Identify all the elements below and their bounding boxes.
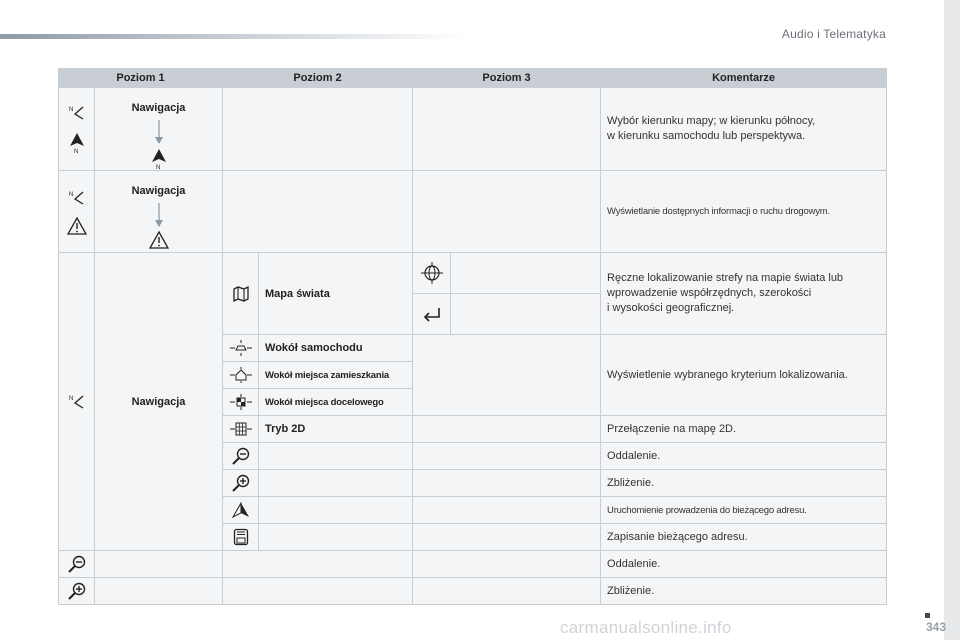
navigation-north-icon[interactable]: [68, 104, 86, 122]
comment-cell: Wyświetlenie wybranego kryterium lokalizowania.: [601, 335, 887, 416]
icon-cell: [59, 171, 95, 253]
header-accent-bar: [0, 34, 470, 39]
icon-cell: [223, 389, 259, 416]
world-map-label: Mapa świata: [259, 253, 413, 335]
menu-table: [58, 68, 887, 605]
orientation-north-icon: [151, 148, 167, 170]
page-edge-strip: [944, 0, 960, 640]
level1-cell: [95, 551, 223, 578]
navigation-north-icon[interactable]: [68, 393, 86, 411]
page-marker: [925, 613, 930, 618]
comment-cell: Wyświetlanie dostępnych informacji o ruchu drogowym.: [601, 171, 887, 253]
comment-cell: Przełączenie na mapę 2D.: [601, 416, 887, 443]
level3-cell: [413, 497, 601, 524]
crosshair-destination-icon[interactable]: [230, 394, 252, 410]
header-level3: Poziom 3: [413, 69, 601, 88]
table-row: [59, 551, 887, 578]
table-header-row: [59, 69, 887, 88]
svg-text:N: N: [68, 107, 73, 113]
icon-cell: [223, 362, 259, 389]
icon-cell: [223, 253, 259, 335]
zoom-out-icon[interactable]: [231, 447, 251, 465]
level3-cell: [413, 335, 601, 416]
table-row: [59, 88, 887, 171]
comment-cell: Oddalenie.: [601, 551, 887, 578]
level3-cell: [413, 524, 601, 551]
traffic-warning-icon: [149, 231, 169, 249]
icon-cell: [59, 551, 95, 578]
save-icon[interactable]: [233, 528, 249, 546]
comment-cell: Zapisanie bieżącego adresu.: [601, 524, 887, 551]
level1-label: Nawigacja: [131, 395, 186, 408]
svg-text:N: N: [155, 165, 160, 170]
header-level2: Poziom 2: [223, 69, 413, 88]
level1-cell: [95, 253, 223, 551]
around-car-label: Wokół samochodu: [259, 335, 413, 362]
start-guidance-icon[interactable]: [232, 502, 250, 518]
level3-cell: [413, 88, 601, 171]
crosshair-home-icon[interactable]: [230, 367, 252, 383]
comment-cell: Wybór kierunku mapy; w kierunku północy, w kierunku samochodu lub perspektywa.: [601, 88, 887, 171]
icon-cell: [413, 294, 451, 335]
icon-cell: [413, 253, 451, 294]
svg-text:N: N: [68, 395, 73, 402]
svg-text:N: N: [73, 149, 78, 154]
navigation-north-icon[interactable]: [68, 189, 86, 207]
orientation-north-icon[interactable]: [68, 132, 86, 154]
level3-label-cell: [451, 294, 601, 335]
icon-cell: [223, 497, 259, 524]
world-map-icon[interactable]: [232, 285, 250, 303]
level1-label: Nawigacja: [131, 102, 186, 114]
level2-cell: [223, 551, 413, 578]
level2-cell: [223, 88, 413, 171]
level3-label-cell: [451, 253, 601, 294]
icon-cell: [223, 443, 259, 470]
header-comments: Komentarze: [601, 69, 887, 88]
table-row: [59, 253, 887, 294]
level2-label-cell: [259, 443, 413, 470]
icon-cell: [223, 416, 259, 443]
level1-cell: [95, 578, 223, 605]
level3-cell: [413, 416, 601, 443]
globe-coordinates-icon[interactable]: [421, 262, 443, 284]
level1-label: Nawigacja: [131, 185, 186, 197]
zoom-in-icon[interactable]: [231, 474, 251, 492]
comment-cell: Zbliżenie.: [601, 470, 887, 497]
level2-cell: [223, 578, 413, 605]
level2-label-cell: [259, 497, 413, 524]
arrow-down-icon: [154, 203, 164, 229]
level3-cell: [413, 171, 601, 253]
header-level1: Poziom 1: [59, 69, 223, 88]
level1-cell: [95, 171, 223, 253]
level3-cell: [413, 470, 601, 497]
level3-cell: [413, 551, 601, 578]
mode-2d-label: Tryb 2D: [259, 416, 413, 443]
level2-label-cell: [259, 470, 413, 497]
table-row: [59, 171, 887, 253]
map-2d-icon[interactable]: [230, 421, 252, 437]
level3-cell: [413, 443, 601, 470]
section-title: Audio i Telematyka: [781, 27, 886, 41]
comment-cell: Zbliżenie.: [601, 578, 887, 605]
zoom-in-icon[interactable]: [67, 582, 87, 600]
watermark-text: carmanualsonline.info: [560, 618, 732, 637]
icon-cell: [59, 578, 95, 605]
comment-cell: Oddalenie.: [601, 443, 887, 470]
icon-cell: [223, 335, 259, 362]
enter-return-icon[interactable]: [422, 306, 442, 322]
around-home-label: Wokół miejsca zamieszkania: [259, 362, 413, 389]
icon-cell: [59, 88, 95, 171]
table-row: [59, 578, 887, 605]
svg-text:N: N: [68, 191, 73, 198]
arrow-down-icon: [154, 120, 164, 146]
level2-label-cell: [259, 524, 413, 551]
crosshair-car-icon[interactable]: [230, 340, 252, 356]
zoom-out-icon[interactable]: [67, 555, 87, 573]
level2-cell: [223, 171, 413, 253]
icon-cell: [59, 253, 95, 551]
comment-cell: Ręczne lokalizowanie strefy na mapie świata lub wprowadzenie współrzędnych, szerokości i wysokości geograficznej.: [601, 253, 887, 335]
around-destination-label: Wokół miejsca docelowego: [259, 389, 413, 416]
traffic-warning-icon[interactable]: [67, 217, 87, 235]
comment-cell: Uruchomienie prowadzenia do bieżącego adresu.: [601, 497, 887, 524]
page-number: 343: [925, 620, 946, 634]
level3-cell: [413, 578, 601, 605]
level1-cell: [95, 88, 223, 171]
icon-cell: [223, 524, 259, 551]
icon-cell: [223, 470, 259, 497]
